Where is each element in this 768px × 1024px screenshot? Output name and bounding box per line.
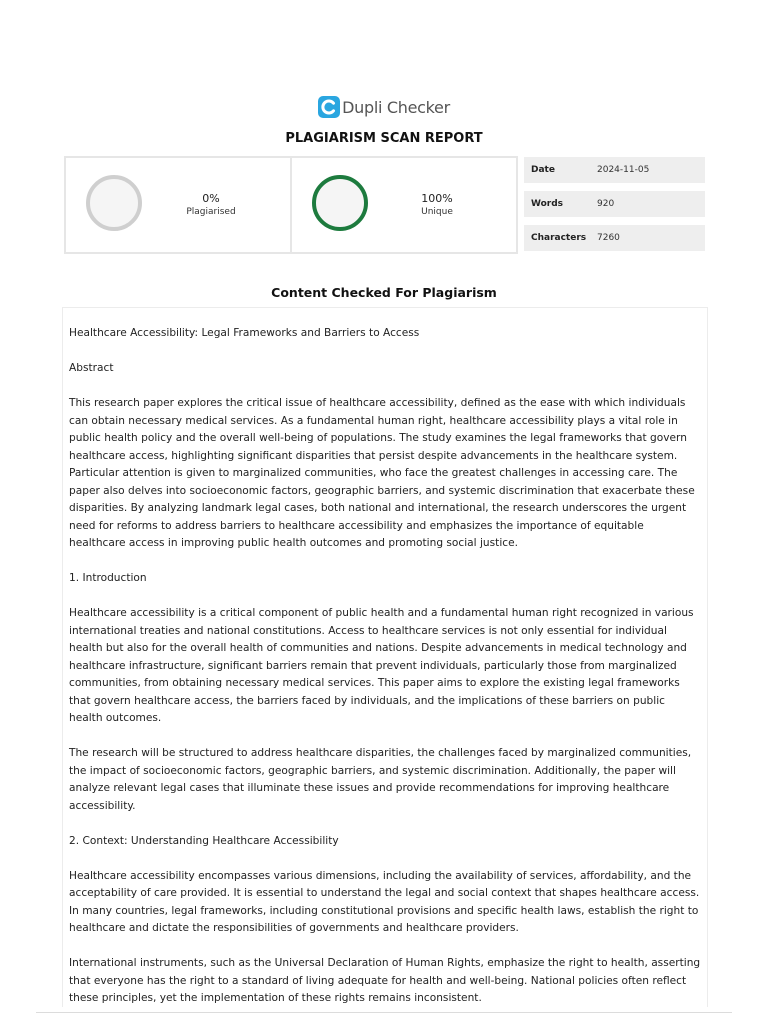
content-paragraph: Healthcare Accessibility: Legal Frameworks and Barriers to Access: [69, 327, 420, 339]
brand-logo: [0, 96, 768, 118]
content-paragraph: 1. Introduction: [69, 572, 147, 584]
content-paragraph: International instruments, such as the Universal Declaration of Human Rights, emphasize the right to health, asserting that everyone has the right to a standard of living adequate for health and well-being. National policies often reflect these principles, yet the implementation of these rights remains inconsistent.: [69, 957, 701, 1004]
logo-lockup: [318, 96, 450, 118]
plagiarised-label: Plagiarised: [186, 207, 236, 217]
report-title: PLAGIARISM SCAN REPORT: [285, 131, 483, 146]
unique-label: Unique: [421, 207, 453, 217]
page-divider: [36, 1012, 732, 1013]
content-paragraph: 2. Context: Understanding Healthcare Accessibility: [69, 834, 339, 847]
checked-content: [62, 307, 708, 1007]
content-paragraph: Abstract: [69, 362, 114, 374]
meta-key: Words: [531, 199, 564, 209]
content-title: Content Checked For Plagiarism: [271, 285, 497, 300]
meta-key: Characters: [531, 233, 587, 243]
plagiarised-percent: 0%: [202, 192, 220, 205]
content-paragraph: This research paper explores the critical issue of healthcare accessibility, defined as the ease with which individuals can obtain necessary medical services. As a fundamental human right, healthcare accessibility plays a vital role in public health policy and the overall well-being of populations. The study examines the legal frameworks that govern healthcare access, highlighting significant disparities that persist despite advancements in the healthcare system. Particular attention is given to marginalized communities, who face the greatest challenges in accessing care. The paper also delves into socioeconomic factors, geographic barriers, and systemic discrimination that exacerbate these disparities. By analyzing landmark legal cases, both national and international, the research underscores the urgent need for reforms to address barriers to healthcare accessibility and emphasizes the importance of equitable healthcare access in improving public health outcomes and promoting social justice.: [69, 397, 695, 549]
meta-row-date: [524, 157, 705, 183]
content-paragraph: Healthcare accessibility encompasses various dimensions, including the availability of services, affordability, and the acceptability of care provided. It is essential to understand the legal and social context that shapes healthcare access. In many countries, legal frameworks, including constitutional provisions and specific health laws, establish the right to healthcare and dictate the responsibilities of governments and healthcare providers.: [69, 869, 700, 934]
report-meta: [524, 157, 705, 259]
meta-row-words: [524, 191, 705, 217]
meta-value: 7260: [597, 233, 620, 243]
meta-row-characters: [524, 225, 705, 251]
plagiarised-ring: [86, 175, 142, 231]
meta-value: 2024-11-05: [597, 165, 650, 175]
meta-value: 920: [597, 199, 615, 209]
unique-summary: [290, 158, 516, 252]
unique-ring: [312, 175, 368, 231]
content-paragraph: The research will be structured to address healthcare disparities, the challenges faced by marginalized communities, the impact of socioeconomic factors, geographic barriers, and systemic discrimination. Additionally, the paper will analyze relevant legal cases that illuminate these issues and provide recommendations for improving healthcare accessibility.: [69, 747, 692, 812]
brand-name: Dupli Checker: [342, 97, 450, 117]
scan-summary: [64, 156, 518, 254]
meta-key: Date: [531, 165, 555, 175]
content-paragraph: Healthcare accessibility is a critical component of public health and a fundamental human right recognized in various international treaties and national constitutions. Access to healthcare services is not only essential for individual health but also for the overall health of communities and nations. Despite advancements in medical technology and healthcare infrastructure, significant barriers remain that prevent individuals, particularly those from marginalized communities, from obtaining necessary medical services. This paper aims to explore the existing legal frameworks that govern healthcare access, the barriers faced by individuals, and the implications of these barriers on public health outcomes.: [69, 607, 694, 724]
unique-percent: 100%: [421, 192, 453, 205]
plagiarised-summary: [66, 158, 290, 252]
duplichecker-logo-icon: [318, 96, 340, 118]
